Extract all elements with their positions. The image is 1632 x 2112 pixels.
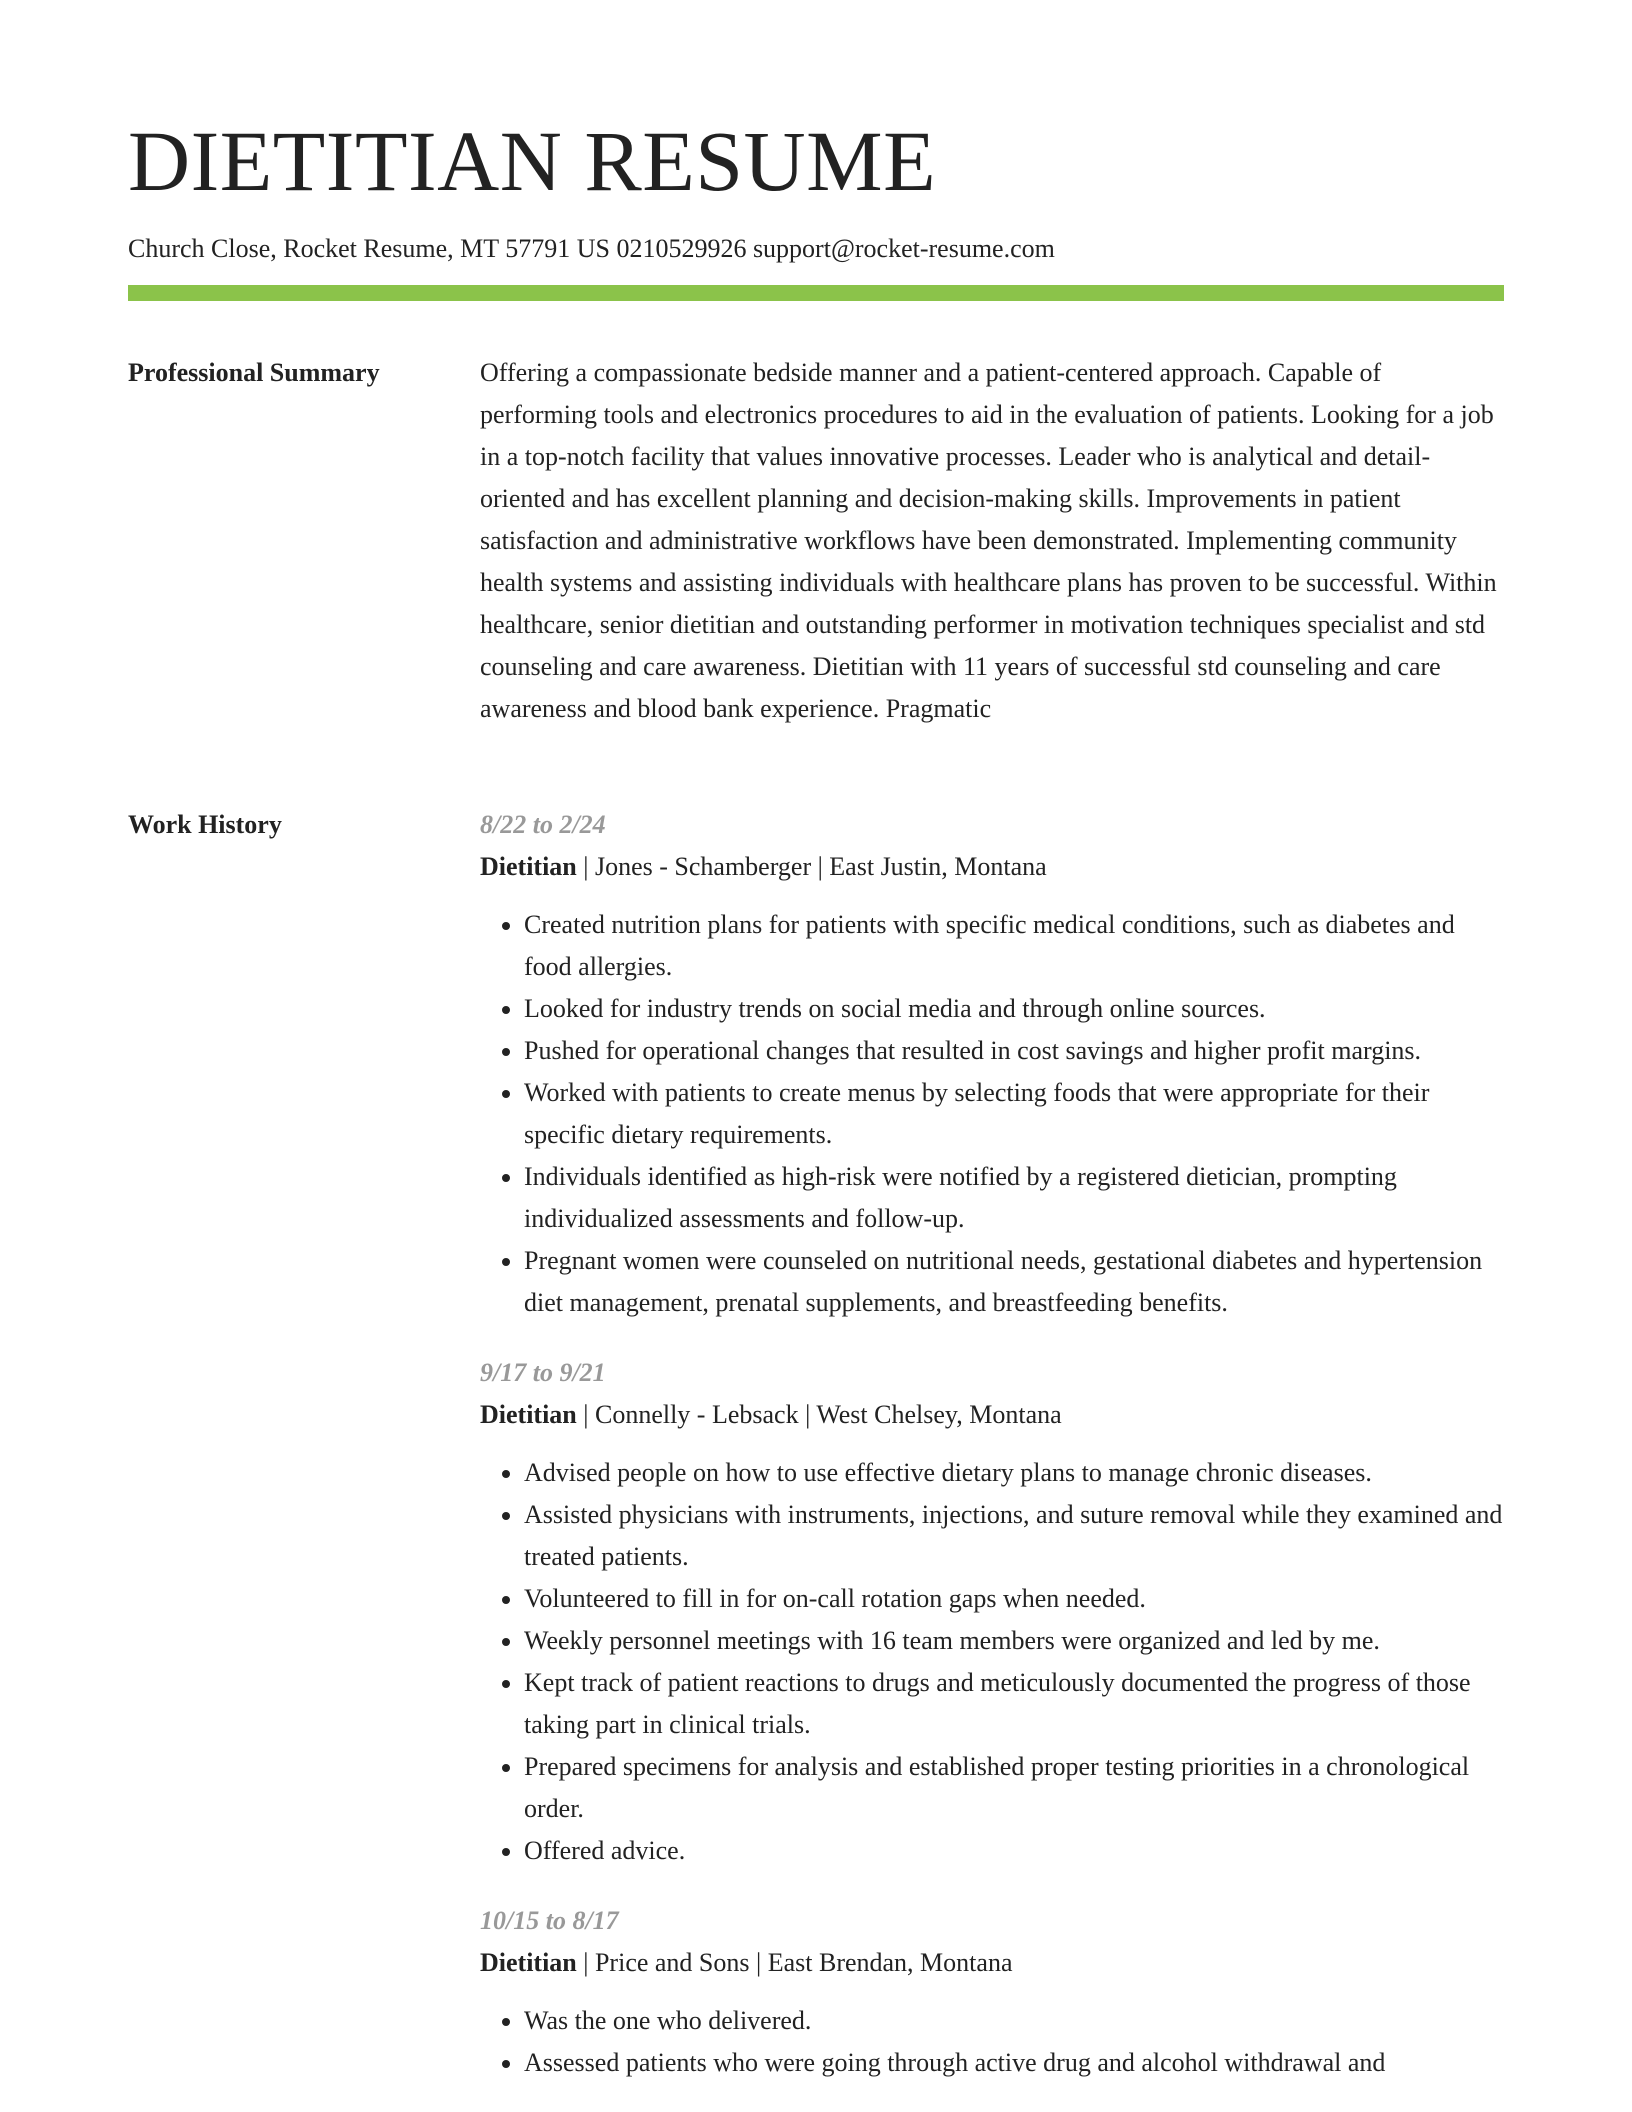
job-bullet: • Created nutrition plans for patients with specific medical conditions, such as diabetes and food allergies. xyxy=(524,904,1504,988)
job-bullet-list xyxy=(480,1452,1504,1872)
work-history-label: Work History xyxy=(128,810,282,839)
job-bullet: • Looked for industry trends on social media and through online sources. xyxy=(524,988,1504,1030)
summary-body xyxy=(480,352,1504,730)
resume-title: DIETITIAN RESUME xyxy=(128,113,937,209)
contact-line: Church Close, Rocket Resume, MT 57791 US 0210529926 support@rocket-resume.com xyxy=(128,234,1055,263)
work-history-body xyxy=(480,804,1504,2112)
job-employer-location: | Connelly - Lebsack | West Chelsey, Montana xyxy=(576,1400,1062,1429)
job-entry xyxy=(480,804,1504,1324)
job-heading xyxy=(480,846,1504,888)
job-bullet-list xyxy=(480,904,1504,1324)
job-heading xyxy=(480,1394,1504,1436)
job-bullet-list xyxy=(480,2000,1504,2084)
job-entry xyxy=(480,1352,1504,1872)
job-bullet: • Assessed patients who were going through active drug and alcohol withdrawal and xyxy=(524,2042,1504,2084)
summary-label: Professional Summary xyxy=(128,358,380,387)
summary-text: Offering a compassionate bedside manner and a patient-centered approach. Capable of performing tools and electronics procedures to aid in the evaluation of patients. Looking for a job in a top-notch facility that values innovative processes. Leader who is analytical and detail-oriented and has excellent planning and decision-making skills. Improvements in patient satisfaction and administrative workflows have been demonstrated. Implementing community health systems and assisting individuals with healthcare plans has proven to be successful. Within healthcare, senior dietitian and outstanding performer in motivation techniques specialist and std counseling and care awareness. Dietitian with 11 years of successful std counseling and care awareness and blood bank experience. Pragmatic xyxy=(480,358,1497,723)
job-title: Dietitian xyxy=(480,1400,577,1429)
job-bullet: • Assisted physicians with instruments, injections, and suture removal while they examined and treated patients. xyxy=(524,1494,1504,1578)
job-bullet: • Prepared specimens for analysis and established proper testing priorities in a chronological order. xyxy=(524,1746,1504,1830)
job-bullet: • Volunteered to fill in for on-call rotation gaps when needed. xyxy=(524,1578,1504,1620)
job-entry xyxy=(480,1900,1504,2084)
job-title: Dietitian xyxy=(480,852,577,881)
job-dates: 9/17 to 9/21 xyxy=(480,1358,606,1387)
job-employer-location: | Jones - Schamberger | East Justin, Montana xyxy=(576,852,1047,881)
job-bullet: • Offered advice. xyxy=(524,1830,1504,1872)
job-bullet: • Advised people on how to use effective dietary plans to manage chronic diseases. xyxy=(524,1452,1504,1494)
job-bullet: • Pregnant women were counseled on nutritional needs, gestational diabetes and hypertension diet management, prenatal supplements, and breastfeeding benefits. xyxy=(524,1240,1504,1324)
job-bullet: • Worked with patients to create menus by selecting foods that were appropriate for their specific dietary requirements. xyxy=(524,1072,1504,1156)
job-heading xyxy=(480,1942,1504,1984)
job-bullet: • Kept track of patient reactions to drugs and meticulously documented the progress of those taking part in clinical trials. xyxy=(524,1662,1504,1746)
job-title: Dietitian xyxy=(480,1948,577,1977)
job-dates: 8/22 to 2/24 xyxy=(480,810,606,839)
job-bullet: • Pushed for operational changes that resulted in cost savings and higher profit margins. xyxy=(524,1030,1504,1072)
job-bullet: • Individuals identified as high-risk were notified by a registered dietician, prompting individualized assessments and follow-up. xyxy=(524,1156,1504,1240)
job-dates: 10/15 to 8/17 xyxy=(480,1906,619,1935)
job-bullet: • Was the one who delivered. xyxy=(524,2000,1504,2042)
job-bullet: • Weekly personnel meetings with 16 team members were organized and led by me. xyxy=(524,1620,1504,1662)
job-employer-location: | Price and Sons | East Brendan, Montana xyxy=(576,1948,1013,1977)
header-divider xyxy=(128,285,1504,301)
